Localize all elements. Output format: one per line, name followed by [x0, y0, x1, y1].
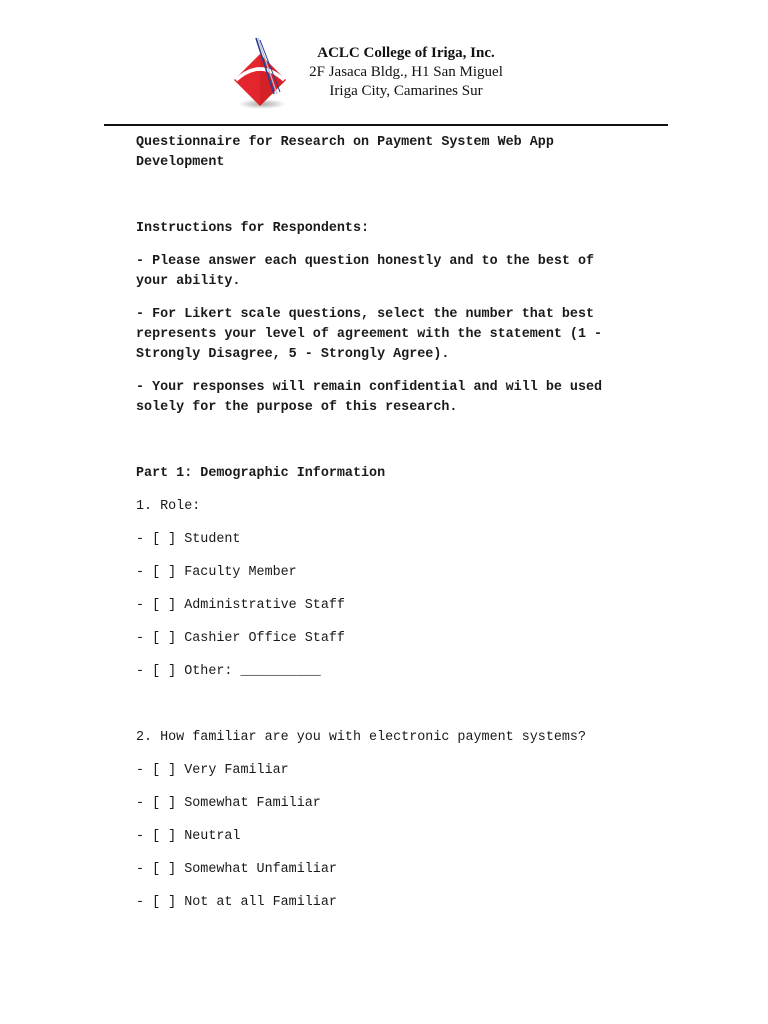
q2-option-not-familiar: - [ ] Not at all Familiar — [136, 895, 337, 910]
q1-option-faculty: - [ ] Faculty Member — [136, 565, 297, 580]
instructions-heading: Instructions for Respondents: — [136, 221, 370, 236]
instruction-2-line-1: - For Likert scale questions, select the number that best — [136, 307, 595, 322]
title-line-1: Questionnaire for Research on Payment System Web App — [136, 135, 554, 150]
aclc-diamond-logo-icon — [222, 36, 298, 112]
q2-option-very-familiar: - [ ] Very Familiar — [136, 763, 289, 778]
q2-option-neutral: - [ ] Neutral — [136, 829, 241, 844]
q1-option-admin-staff: - [ ] Administrative Staff — [136, 598, 345, 613]
instruction-1-line-2: your ability. — [136, 274, 241, 289]
instruction-2-line-2: represents your level of agreement with the statement (1 - — [136, 327, 603, 342]
instruction-1-line-1: - Please answer each question honestly and to the best of — [136, 254, 595, 269]
q2-option-somewhat-familiar: - [ ] Somewhat Familiar — [136, 796, 321, 811]
institution-name: ACLC College of Iriga, Inc. — [317, 45, 495, 61]
part-1-heading: Part 1: Demographic Information — [136, 466, 386, 481]
title-line-2: Development — [136, 155, 225, 170]
q1-option-student: - [ ] Student — [136, 532, 241, 547]
header-divider — [104, 124, 668, 126]
instruction-2-line-3: Strongly Disagree, 5 - Strongly Agree). — [136, 347, 450, 362]
address-line-2: Iriga City, Camarines Sur — [329, 83, 483, 99]
letterhead — [0, 0, 768, 124]
questionnaire-body — [136, 133, 676, 913]
q2-option-somewhat-unfamiliar: - [ ] Somewhat Unfamiliar — [136, 862, 337, 877]
q1-option-other: - [ ] Other: __________ — [136, 664, 321, 679]
question-1: 1. Role: — [136, 499, 201, 514]
instruction-3-line-1: - Your responses will remain confidential and will be used — [136, 380, 603, 395]
instruction-3-line-2: solely for the purpose of this research. — [136, 400, 458, 415]
q1-option-cashier-staff: - [ ] Cashier Office Staff — [136, 631, 345, 646]
address-line-1: 2F Jasaca Bldg., H1 San Miguel — [309, 64, 503, 80]
institution-block — [306, 44, 506, 101]
question-2: 2. How familiar are you with electronic payment systems? — [136, 730, 586, 745]
